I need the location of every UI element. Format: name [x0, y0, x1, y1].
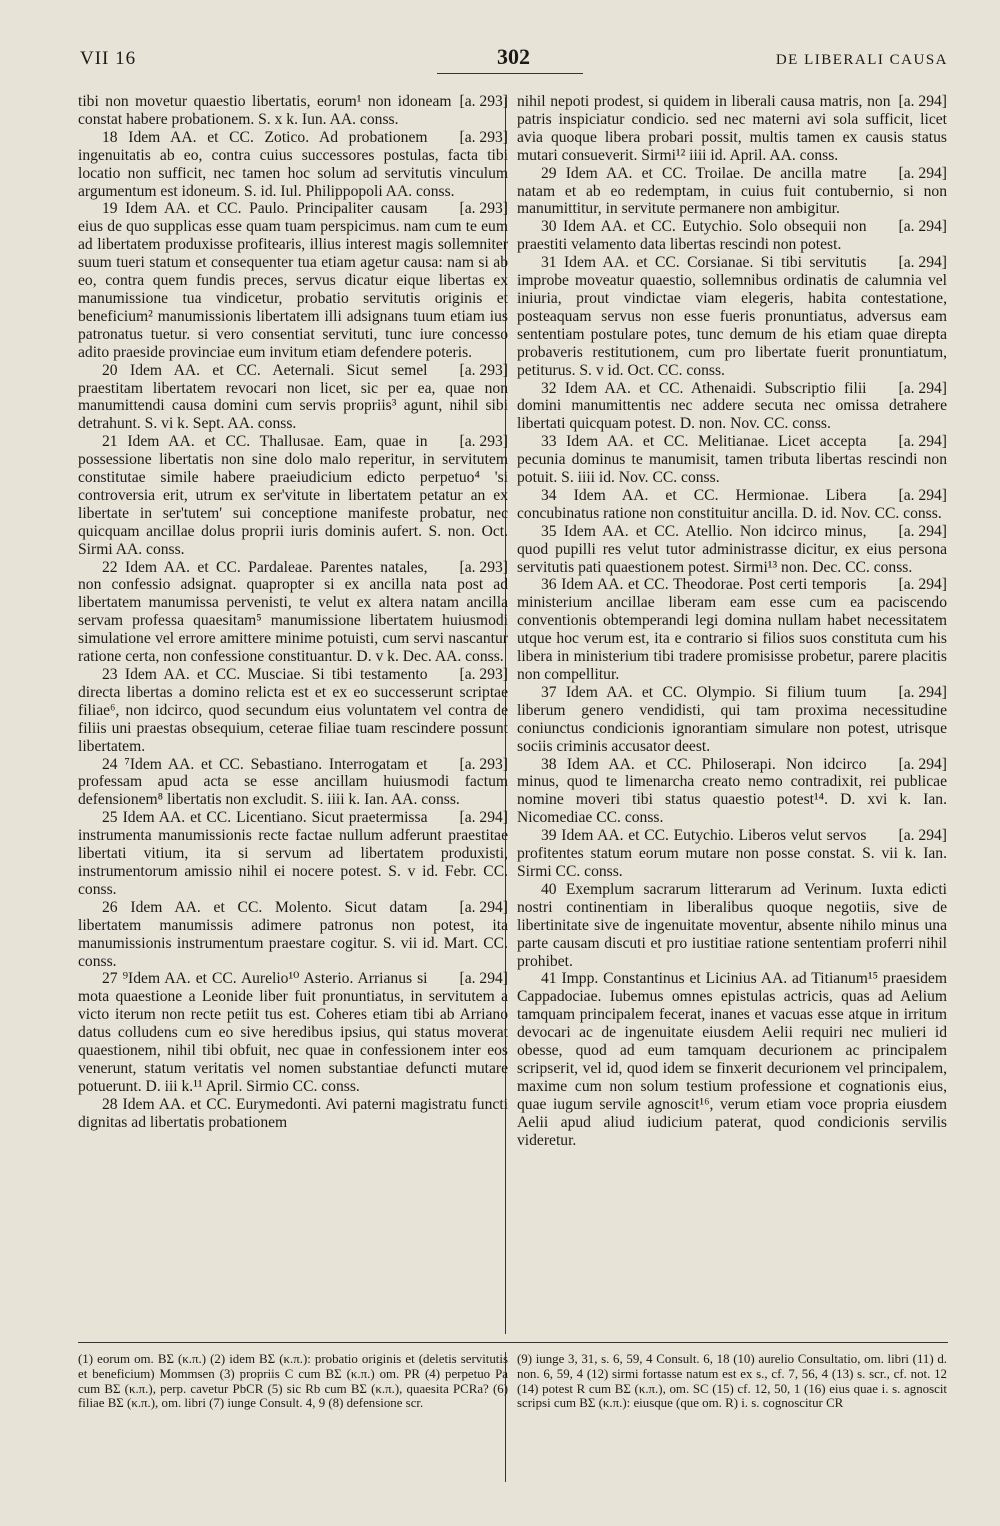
paragraph-text: 30 Idem AA. et CC. Eutychio. Solo obsequii non praestiti velamento data libertas rescindi non potest.: [517, 218, 867, 254]
paragraph: [78, 433, 508, 558]
running-title: DE LIBERALI CAUSA: [775, 52, 948, 68]
paragraph-text: 21 Idem AA. et CC. Thallusae. Eam, quae in possessione libertatis non sine dolo malo reperitur, in servitutem constitutae simile habere praeiudicium edicto perpetuo⁴ 'si controversia erit, utrum ex ser'vitute in libertatem petatur an ex libertate in ser'tutem' sui conceptione manifeste probatur, nec quicquam ancillae dolus proprii iuris dominis aufert. S. non. Oct. Sirmi AA. conss.: [78, 433, 508, 558]
paragraph: [517, 165, 947, 219]
paragraph-text: 25 Idem AA. et CC. Licentiano. Sicut praetermissa instrumenta manumissionis recte factae nullum adferunt praestitae libertati vitium, ita si servum ad libertatem produxisti, instrumentorum amissio nihil ei nocere potest. S. v id. Febr. CC. conss.: [78, 809, 508, 898]
paragraph-text: 39 Idem AA. et CC. Eutychio. Liberos velut servos profitentes statum eorum mutare non posse constat. S. vii k. Ian. Sirmi CC. conss.: [517, 827, 947, 880]
paragraph-text: tibi non movetur quaestio libertatis, eorum¹ non idoneam constat habere probationem. S. x k. Iun. AA. conss.: [78, 93, 452, 128]
left-column: [78, 93, 508, 1132]
date-note: [a. 293]: [459, 558, 508, 576]
header-rule: [437, 73, 583, 74]
paragraph-text: 29 Idem AA. et CC. Troilae. De ancilla matre natam et ab eo redemptam, in cuius fuit contubernio, si non manumittitur, in servitute permanere non ambigitur.: [517, 164, 947, 218]
page-number: 302: [497, 44, 530, 69]
paragraph: [78, 666, 508, 756]
date-note: [a. 294]: [898, 93, 947, 110]
date-note: [a. 293]: [459, 755, 508, 773]
date-note: [a. 294]: [898, 576, 947, 594]
paragraph-text: 18 Idem AA. et CC. Zotico. Ad probationem ingenuitatis ab eo, contra cuius successores postulas, facta tibi locatio non sufficit, nec tamen hoc solum ad servitutis vinculum argumentum est idoneum. S. id. Iul. Philippopoli AA. conss.: [78, 128, 508, 200]
paragraph: [517, 380, 947, 434]
date-note: [a. 294]: [898, 379, 947, 397]
date-note: [a. 293]: [459, 128, 508, 146]
paragraph: [78, 93, 508, 129]
paragraph: [517, 433, 947, 487]
paragraph: [517, 93, 947, 165]
date-note: [a. 293]: [459, 666, 508, 683]
paragraph-text: 31 Idem AA. et CC. Corsianae. Si tibi servitutis improbe moveatur quaestio, sollemnibus ordinatis de calumnia vel iniuria, prout vindictae viam elegeris, habita contestatione, posteaquam servus non esse fueris pronuntiatus, adversus eam sententiam postulare potes, tunc demum de his etiam quae direpta probaveris restitutionem, cum pro libertate fuerit pronuntiatum, petiturus. S. v id. Oct. CC. conss.: [517, 254, 947, 379]
paragraph: [517, 487, 947, 523]
paragraph: [517, 970, 947, 1149]
date-note: [a. 294]: [898, 164, 947, 182]
paragraph-text: 38 Idem AA. et CC. Philoserapi. Non idcirco minus, quod te limenarcha creato nemo contradixit, rei publicae nomine moveri tibi status quaestio potest¹⁴. D. xvi k. Ian. Nicomediae CC. conss.: [517, 755, 947, 827]
paragraph-text: 22 Idem AA. et CC. Pardaleae. Parentes natales, non confessio adsignat. quapropter si ex ancilla nata post ad libertatem manumissa pervenisti, te velut ex altera natam ancilla servam professa quaesitam⁵ manumissione libertatem huiusmodi simulatione vel errore amittere minime potuisti, cum servi nascantur ratione certa, non confessione constituantur. D. v k. Dec. AA. conss.: [78, 558, 508, 666]
date-note: [a. 293]: [459, 361, 508, 379]
footnote-rule: [78, 1342, 948, 1343]
paragraph-text: 20 Idem AA. et CC. Aeternali. Sicut semel praestitam libertatem revocari non licet, sic per ea, quae non manumittendi causa domini cum servis propriis³ agunt, nihil sibi detrahunt. S. vi k. Sept. AA. conss.: [78, 361, 508, 433]
page-header: [80, 44, 948, 78]
paragraph-text: 37 Idem AA. et CC. Olympio. Si filium tuum liberum genero vendidisti, qui tam proxima necessitudine coniunctus condicionis ignorantiam simulare non potest, utrisque sociis criminis accusator deest.: [517, 683, 947, 755]
paragraph-text: 33 Idem AA. et CC. Melitianae. Licet accepta pecunia dominus te manumisit, tamen tributa libertas rescindi non potuit. S. iiii id. Nov. CC. conss.: [517, 433, 947, 487]
paragraph-text: nihil nepoti prodest, si quidem in liberali causa matris, non patris inspiciatur condicio. sed nec materni avi sola sufficit, licet avia quoque libera probari possit, multis tamen ex causis status mutari consueverit. Sirmi¹² iiii id. April. AA. conss.: [517, 93, 947, 164]
date-note: [a. 294]: [898, 522, 947, 540]
date-note: [a. 294]: [459, 970, 508, 988]
paragraph: [517, 827, 947, 881]
date-note: [a. 293]: [459, 200, 508, 218]
date-note: [a. 294]: [898, 486, 947, 504]
paragraph-text: 24 ⁷Idem AA. et CC. Sebastiano. Interrogatam et professam apud acta se esse ancillam huiusmodi factum defensionem⁸ libertatis non excludit. S. iiii k. Ian. AA. conss.: [78, 755, 508, 809]
paragraph-text: 23 Idem AA. et CC. Musciae. Si tibi testamento directa libertas a domino relicta est et ex eo successerunt scriptae filiae⁶, non idcirco, quod secundum eius voluntatem vel contra de filiis uni praestas obsequium, ceterae filiae tuam rescindere possunt libertatem.: [78, 666, 508, 755]
footnotes-left: (1) eorum om. BΣ (κ.π.) (2) idem BΣ (κ.π.): probatio originis et (deletis servitutis et beneficium) Mommsen (3) propriis C cum BΣ (κ.π.) om. PR (4) perpetuo Pa cum BΣ (κ.π.), perp. cavetur PbCR (5) sic Rb cum BΣ (κ.π.), quaesita PCRa? (6) filiae BΣ (κ.π.), om. libri (7) iunge Consult. 4, 9 (8) defensione scr.: [78, 1352, 508, 1411]
paragraph-text: 26 Idem AA. et CC. Molento. Sicut datam libertatem manumissis adimere patronus non potest, ita manumissionis instrumentum praestare cogitur. S. vii id. Mart. CC. conss.: [78, 898, 508, 970]
paragraph-text: 19 Idem AA. et CC. Paulo. Principaliter causam eius de quo supplicas esse quam tuam perspicimus. nam cum te eum ad libertatem produxisse profitearis, illius interest magis sollemniter suum tueri statum et consequenter tua etiam agetur causa: nam si ab eo, contra quem fundis preces, servus dicatur eique libertas ex manumissione tua vindicetur, probatio servitutis originis et beneficium² manumissionis libertatem illi adsignans tuum etiam ius patronatus tuetur. si vero consentiat servituti, tunc iure concesso adito praeside provinciae eum invitum etiam defendere poteris.: [78, 200, 508, 361]
paragraph: [78, 809, 508, 899]
date-note: [a. 294]: [898, 827, 947, 845]
paragraph: [78, 970, 508, 1095]
paragraph-text: 36 Idem AA. et CC. Theodorae. Post certi temporis ministerium ancillae liberam eam esse cum ea paciscendo conventionis obtemperandi legi domina nullam habet necessitatem utque hoc verum est, ita e contrario si filios suos constituta cum his libera in ministerium tibi tradere promisisse probetur, parere placitis non compellitur.: [517, 576, 947, 683]
paragraph: [517, 576, 947, 683]
paragraph-text: 28 Idem AA. et CC. Eurymedonti. Avi paterni magistratu functi dignitas ad libertatis probationem: [78, 1095, 508, 1131]
paragraph: [517, 218, 947, 254]
date-note: [a. 294]: [898, 254, 947, 272]
date-note: [a. 294]: [459, 898, 508, 916]
paragraph: [517, 523, 947, 577]
paragraph: [78, 1096, 508, 1132]
paragraph: [517, 254, 947, 379]
footnotes-right: (9) iunge 3, 31, s. 6, 59, 4 Consult. 6, 18 (10) aurelio Consultatio, om. libri (11) d. non. 6, 59, 4 (12) sirmi fortasse natum est ex s., cf. 7, 56, 4 (13) s. scr., cf. not. 12 (14) potest R cum BΣ (κ.π.), om. SC (15) cf. 12, 50, 1 (16) eius quae i. s. agnoscit scripsi cum BΣ (κ.π.): eiusque (que om. R) i. s. cognoscitur CR: [517, 1352, 947, 1411]
book-title-reference: VII 16: [80, 48, 137, 69]
right-column: [517, 93, 947, 1149]
paragraph: [517, 881, 947, 971]
date-note: [a. 294]: [459, 809, 508, 827]
paragraph: [78, 899, 508, 971]
date-note: [a. 294]: [898, 755, 947, 773]
paragraph: [78, 559, 508, 666]
paragraph-text: 27 ⁹Idem AA. et CC. Aurelio¹⁰ Asterio. Arrianus si mota quaestione a Leonide liber fuit pronuntiatus, in servitutem a victo iterum non recte petiit tus est. Coheres etiam tibi ab Arriano datus colludens cum eo sive heredibus ipsius, qui status moverat quaestionem, nihil tibi obfuit, nec quae in confessionem inter eos venerunt, statum veritatis vel nomen substantiae defuncti mutare potuerunt. D. iii k.¹¹ April. Sirmio CC. conss.: [78, 970, 508, 1095]
date-note: [a. 294]: [898, 218, 947, 236]
paragraph: [78, 362, 508, 434]
date-note: [a. 294]: [898, 683, 947, 701]
paragraph-text: 35 Idem AA. et CC. Atellio. Non idcirco minus, quod pupilli res velut tutor administrasse dicitur, ex eius persona servitutis pati quaestionem potest. Sirmi¹³ non. Dec. CC. conss.: [517, 522, 947, 576]
paragraph: [517, 756, 947, 828]
date-note: [a. 293]: [459, 433, 508, 451]
paragraph-text: 41 Impp. Constantinus et Licinius AA. ad Titianum¹⁵ praesidem Cappadociae. Iubemus omnes epistulas actricis, quas ad Aelium tamquam principalem fecerat, inanes et vacuas esse atque in irritum devocari ac de ingenuitate eiusdem Aelii requiri nec mulieri id obesse, quod ad eum tamquam decurionem ac principalem scripserit, vel id, quod idem se finxerit decurionem vel principalem, maxime cum non solum testium professione et cognationis eius, quae iugum servile agnoscit¹⁶, verum etiam voce propria eiusdem Aelii apud aliud iudicium paterat, quod condicionis servilis videretur.: [517, 970, 947, 1149]
paragraph-text: 34 Idem AA. et CC. Hermionae. Libera concubinatus ratione non constituitur ancilla. D. id. Nov. CC. conss.: [517, 486, 942, 522]
date-note: [a. 294]: [898, 433, 947, 451]
paragraph: [78, 756, 508, 810]
paragraph: [517, 684, 947, 756]
paragraph: [78, 200, 508, 361]
paragraph: [78, 129, 508, 201]
date-note: [a. 293]: [459, 93, 508, 110]
paragraph-text: 32 Idem AA. et CC. Athenaidi. Subscriptio filii domini manumittentis nec addere secuta nec omissa detrahere libertati quicquam potest. D. non. Nov. CC. conss.: [517, 379, 947, 433]
paragraph-text: 40 Exemplum sacrarum litterarum ad Verinum. Iuxta edicti nostri continentiam in liberalibus quoque negotiis, sive de libertinitate sive de ingenuitate moventur, absente nihilo minus una parte causam discuti et pro iustitiae ratione sententiam proferri nihil prohibet.: [517, 880, 947, 970]
